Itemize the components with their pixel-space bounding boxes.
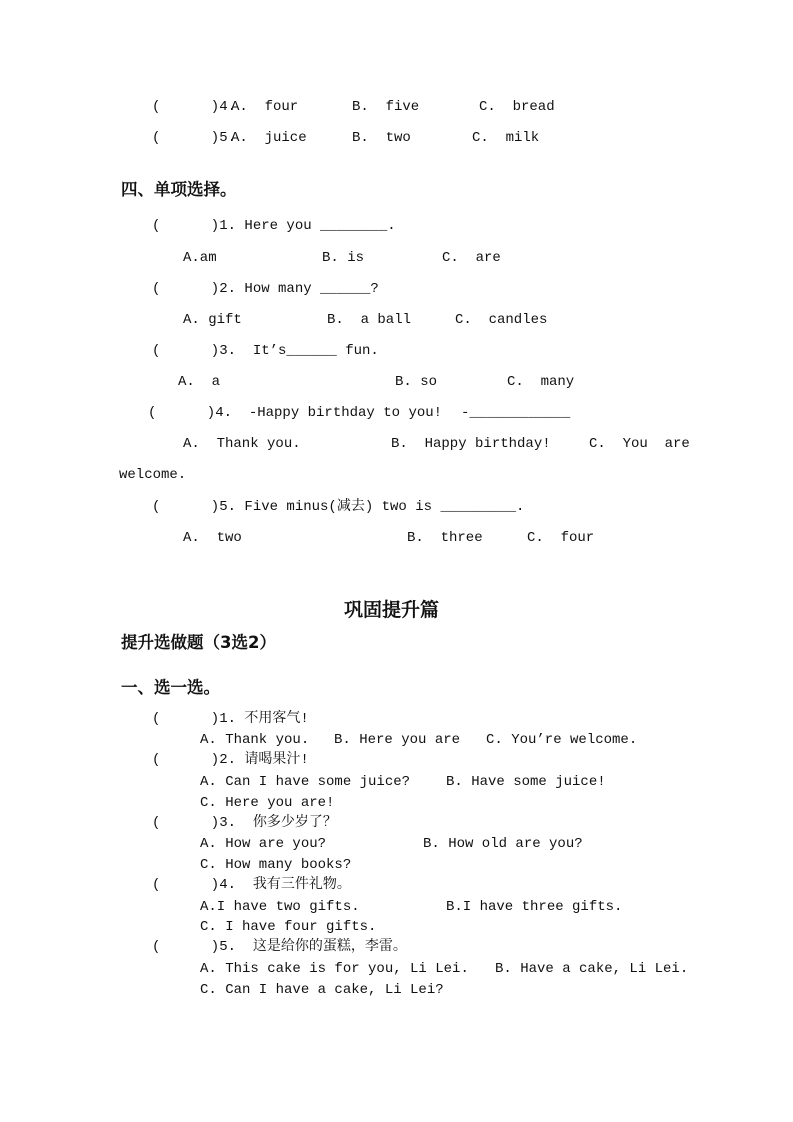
prev-q5-option-c: C. milk — [472, 130, 540, 146]
prev-q5-stem: ( )5. — [152, 130, 237, 146]
s4-q4-answer-blank: -____________ — [461, 405, 571, 421]
c-q5-stem: ( )5. 这是给你的蛋糕，李雷。 — [152, 939, 407, 955]
prev-q4-option-c: C. bread — [479, 99, 555, 115]
c-q4-option-c: C. I have four gifts. — [200, 919, 377, 935]
section4-heading: 四、单项选择。 — [121, 180, 237, 199]
s4-q1-option-b: B. is — [322, 250, 365, 266]
c-q1-stem: ( )1. 不用客气! — [152, 711, 309, 727]
s4-q5-option-c: C. four — [527, 530, 595, 546]
s4-q2-option-c: C. candles — [455, 312, 548, 328]
c-q3-option-b: B. How old are you? — [423, 836, 583, 852]
c-q5-option-b: B. Have a cake, Li Lei. — [495, 961, 689, 977]
s4-q2-option-a: A. gift — [183, 312, 242, 328]
s4-q1-stem: ( )1. Here you ________. — [152, 218, 396, 234]
c-q4-stem: ( )4. 我有三件礼物。 — [152, 877, 351, 893]
s4-q2-option-b: B. a ball — [327, 312, 412, 328]
s4-q3-option-b: B. so — [395, 374, 438, 390]
prev-q5-option-a: A. juice — [231, 130, 307, 146]
c-q4-option-b: B.I have three gifts. — [446, 899, 623, 915]
prev-q5-option-b: B. two — [352, 130, 411, 146]
s4-q1-option-a: A.am — [183, 250, 217, 266]
s4-q5-option-b: B. three — [407, 530, 483, 546]
consolidation-title: 巩固提升篇 — [344, 599, 440, 621]
s4-q4-stem: ( )4. -Happy birthday to you! — [148, 405, 443, 421]
c-q5-option-a: A. This cake is for you, Li Lei. — [200, 961, 469, 977]
s4-q3-option-a: A. a — [178, 374, 221, 390]
prev-q4-stem: ( )4. — [152, 99, 237, 115]
c-q2-option-c: C. Here you are! — [200, 795, 335, 811]
s4-q4-option-c: C. You are — [589, 436, 690, 452]
s4-q4-option-a: A. Thank you. — [183, 436, 301, 452]
c-q2-option-a: A. Can I have some juice? — [200, 774, 411, 790]
consolidation-section1-heading: 一、选一选。 — [121, 678, 220, 697]
c-q1-option-c: C. You’re welcome. — [486, 732, 638, 748]
s4-q4-option-b: B. Happy birthday! — [391, 436, 551, 452]
c-q3-option-a: A. How are you? — [200, 836, 327, 852]
c-q4-option-a: A.I have two gifts. — [200, 899, 360, 915]
prev-q4-option-b: B. five — [352, 99, 420, 115]
s4-q3-option-c: C. many — [507, 374, 575, 390]
c-q3-option-c: C. How many books? — [200, 857, 352, 873]
s4-q5-option-a: A. two — [183, 530, 242, 546]
s4-q3-stem: ( )3. It’s______ fun. — [152, 343, 379, 359]
c-q1-option-b: B. Here you are — [334, 732, 461, 748]
c-q3-stem: ( )3. 你多少岁了？ — [152, 815, 337, 831]
c-q2-option-b: B. Have some juice! — [446, 774, 606, 790]
s4-q2-stem: ( )2. How many ______? — [152, 281, 379, 297]
s4-q4-option-c-wrap: welcome. — [119, 467, 187, 483]
c-q5-option-c: C. Can I have a cake, Li Lei? — [200, 982, 444, 998]
s4-q5-stem: ( )5. Five minus(减去) two is _________. — [152, 499, 525, 515]
c-q1-option-a: A. Thank you. — [200, 732, 310, 748]
prev-q4-option-a: A. four — [231, 99, 299, 115]
s4-q1-option-c: C. are — [442, 250, 501, 266]
c-q2-stem: ( )2. 请喝果汁! — [152, 752, 309, 768]
consolidation-subtitle: 提升选做题（3选2） — [121, 633, 276, 652]
